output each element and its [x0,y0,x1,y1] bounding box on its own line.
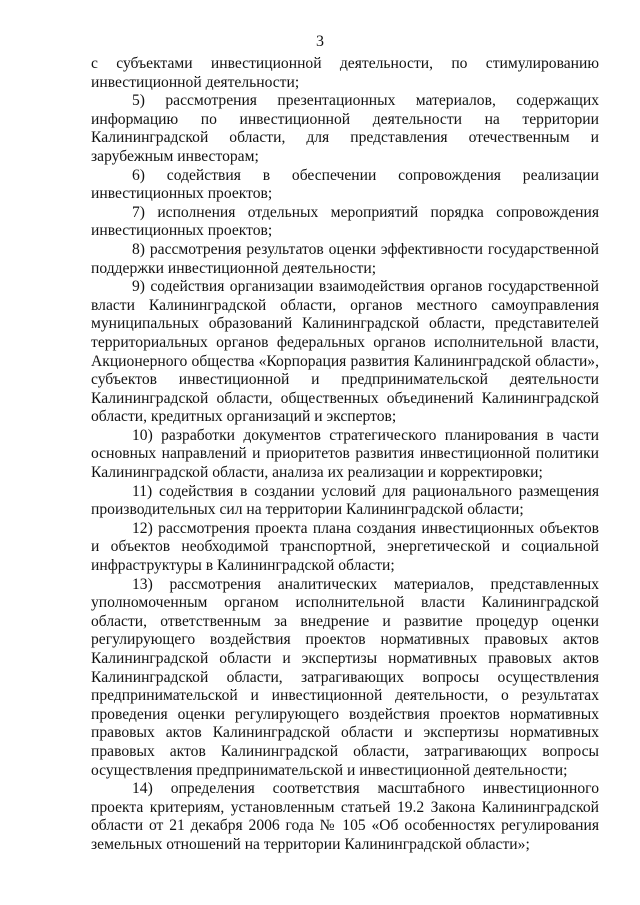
paragraph-item-10: 10) разработки документов стратегического планирования в части основных направлений и приоритетов развития инвестиционной политики Калининградской области, анализа их реализации и корректировки; [91,426,599,482]
document-body [91,55,599,855]
paragraph-item-13: 13) рассмотрения аналитических материалов, представленных уполномоченным органом исполнительной власти Калининградской области, ответственным за внедрение и развитие процедур оценки регулирующего воздействия проектов нормативных правовых актов Калининградской области и экспертизы нормативных правовых актов Калининградской области, затрагивающих вопросы осуществления предпринимательской и инвестиционной деятельности, о результатах проведения оценки регулирующего воздействия проектов нормативных правовых актов Калининградской области и экспертизы нормативных правовых актов Калининградской области, затрагивающих вопросы осуществления предпринимательской и инвестиционной деятельности; [91,575,599,779]
paragraph-item-8: 8) рассмотрения результатов оценки эффективности государственной поддержки инвестиционной деятельности; [91,240,599,277]
paragraph-item-5: 5) рассмотрения презентационных материалов, содержащих информацию по инвестиционной деятельности на территории Калининградской области, для представления отечественным и зарубежным инвесторам; [91,92,599,165]
paragraph-item-6: 6) содействия в обеспечении сопровождения реализации инвестиционных проектов; [91,166,599,203]
paragraph-item-7: 7) исполнения отдельных мероприятий порядка сопровождения инвестиционных проектов; [91,203,599,240]
paragraph-item-14: 14) определения соответствия масштабного инвестиционного проекта критериям, установленным статьей 19.2 Закона Калининградской области от 21 декабря 2006 года № 105 «Об особенностях регулирования земельных отношений на территории Калининградской области»; [91,780,599,853]
paragraph-item-12: 12) рассмотрения проекта плана создания инвестиционных объектов и объектов необходимой транспортной, энергетической и социальной инфраструктуры в Калининградской области; [91,519,599,575]
page-number: 3 [316,33,324,50]
paragraph-item-9: 9) содействия организации взаимодействия органов государственной власти Калининградской области, органов местного самоуправления муниципальных образований Калининградской области, представителей территориальных органов федеральных органов исполнительной власти, Акционерного общества «Корпорация развития Калининградской области», субъектов инвестиционной и предпринимательской деятельности Калининградской области, общественных объединений Калининградской области, кредитных организаций и экспертов; [91,278,599,426]
paragraph-continuation: с субъектами инвестиционной деятельности, по стимулированию инвестиционной деятельности; [91,55,599,91]
paragraph-item-11: 11) содействия в создании условий для рационального размещения производительных сил на территории Калининградской области; [91,482,599,519]
